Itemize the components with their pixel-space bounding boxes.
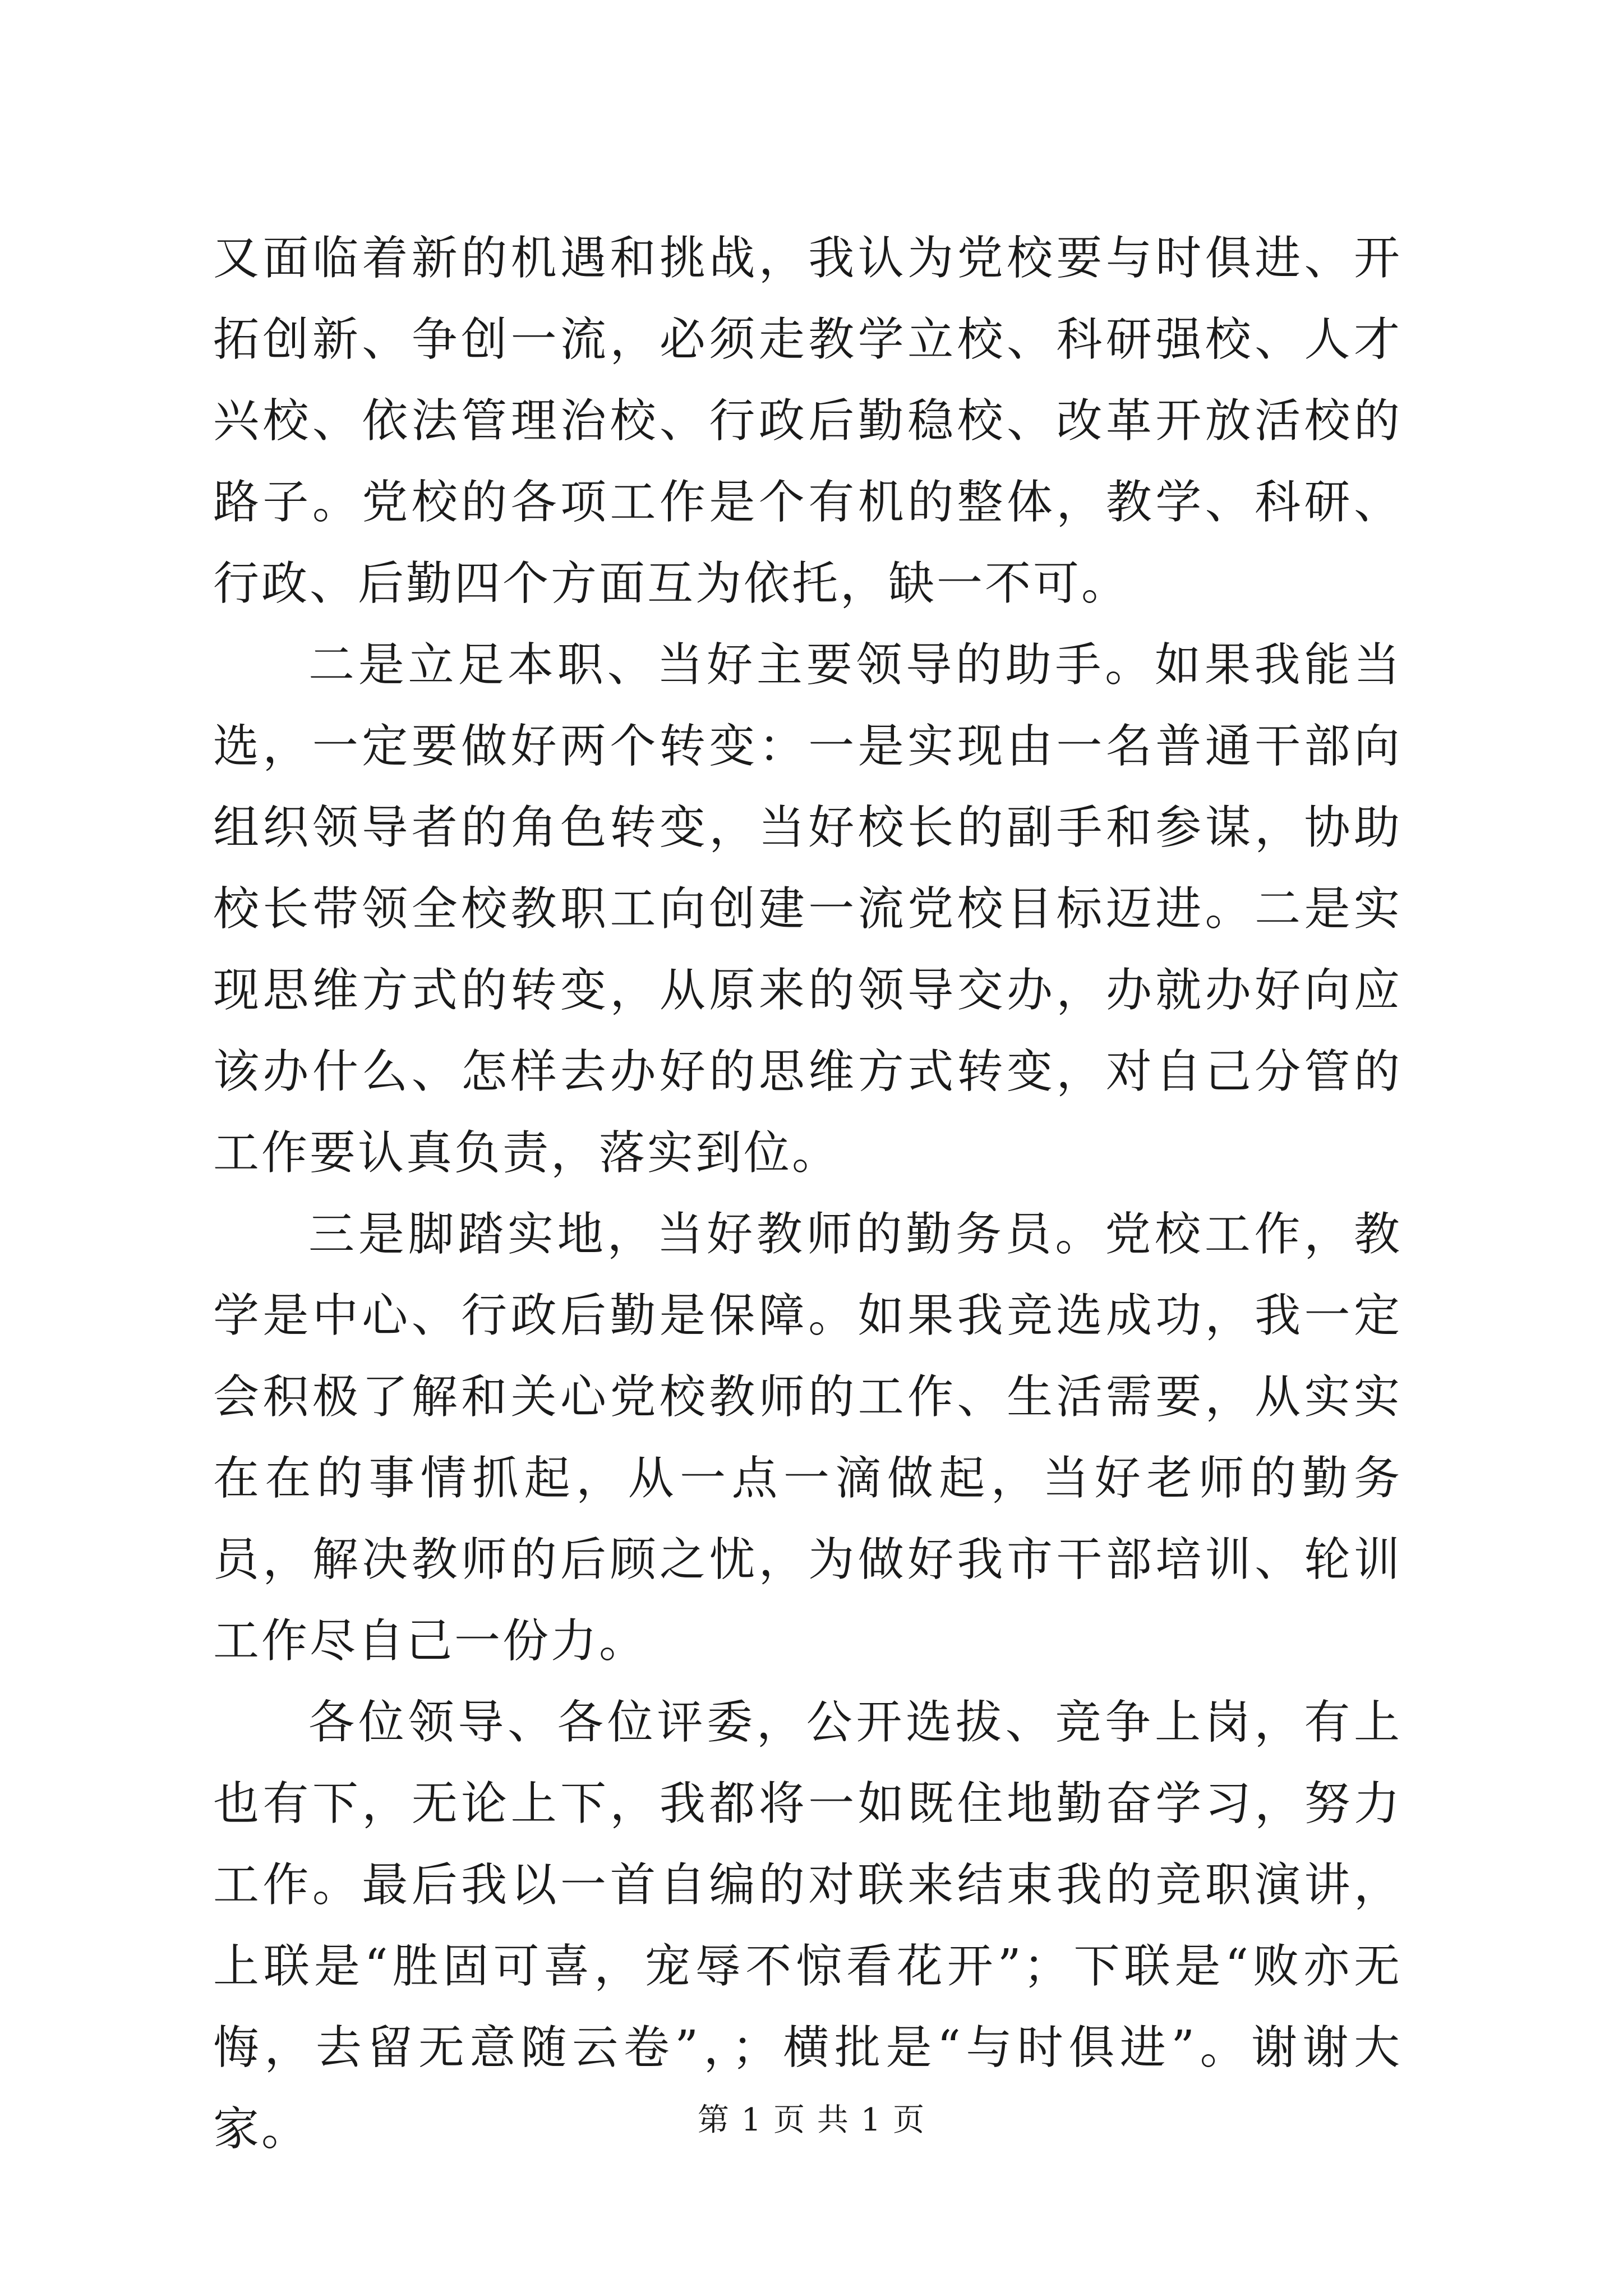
paragraph-1: 又面临着新的机遇和挑战，我认为党校要与时俱进、开拓创新、争创一流，必须走教学立校、科研强校、人才兴校、依法管理治校、行政后勤稳校、改革开放活校的路子。党校的各项工作是个有机的整体，教学、科研、行政、后勤四个方面互为依托，缺一不可。	[213, 232, 1402, 610]
document-body	[213, 218, 1402, 2170]
paragraph-4: 各位领导、各位评委，公开选拔、竞争上岗，有上也有下，无论上下，我都将一如既住地勤奋学习，努力工作。最后我以一首自编的对联来结束我的竞职演讲，上联是“胜固可喜，宠辱不惊看花开”；下联是“败亦无悔，去留无意随云卷”，；横批是“与时俱进”。谢谢大家。	[213, 1696, 1402, 2156]
paragraph-3: 三是脚踏实地，当好教师的勤务员。党校工作，教学是中心、行政后勤是保障。如果我竞选成功，我一定会积极了解和关心党校教师的工作、生活需要，从实实在在的事情抓起，从一点一滴做起，当好老师的勤务员，解决教师的后顾之忧，为做好我市干部培训、轮训工作尽自己一份力。	[213, 1208, 1402, 1668]
page-number-footer: 第 1 页 共 1 页	[697, 2102, 926, 2138]
paragraph-2: 二是立足本职、当好主要领导的助手。如果我能当选，一定要做好两个转变：一是实现由一名普通干部向组织领导者的角色转变，当好校长的副手和参谋，协助校长带领全校教职工向创建一流党校目标迈进。二是实现思维方式的转变，从原来的领导交办，办就办好向应该办什么、怎样去办好的思维方式转变，对自己分管的工作要认真负责，落实到位。	[213, 638, 1402, 1180]
